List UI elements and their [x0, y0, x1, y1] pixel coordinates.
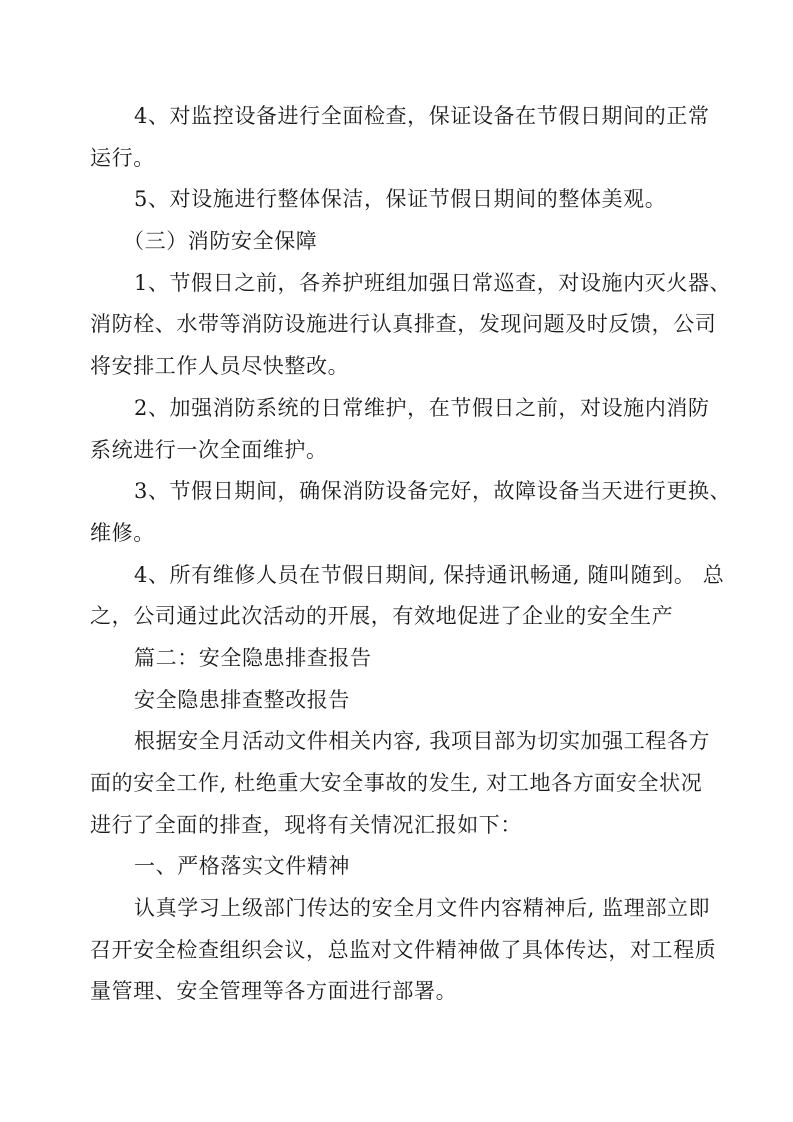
text-line-continuation: 量管理、安全管理等各方面进行部署。	[90, 979, 458, 1004]
text-line-item-5-cleaning: 5、对设施进行整体保洁，保证节假日期间的整体美观。	[134, 187, 667, 212]
text-line-continuation: 系统进行一次全面维护。	[90, 437, 328, 462]
text-line-continuation: 将安排工作人员尽快整改。	[90, 354, 350, 379]
text-line-continuation: 之，公司通过此次活动的开展，有效地促进了企业的安全生产	[90, 604, 674, 629]
text-line-continuation: 维修。	[90, 520, 155, 545]
section-heading-fire-safety: （三）消防安全保障	[123, 229, 318, 254]
text-line-study: 认真学习上级部门传达的安全月文件内容精神后, 监理部立即	[134, 896, 711, 921]
text-line-continuation: 召开安全检查组织会议，总监对文件精神做了具体传达，对工程质	[90, 937, 717, 962]
text-line-item-2-maintenance: 2、加强消防系统的日常维护，在节假日之前，对设施内消防	[134, 395, 710, 420]
text-line-item-4-monitoring: 4、对监控设备进行全面检查，保证设备在节假日期间的正常	[134, 104, 710, 128]
text-line-continuation: 面的安全工作, 杜绝重大安全事故的发生, 对工地各方面安全状况	[90, 771, 703, 795]
text-line-intro: 根据安全月活动文件相关内容, 我项目部为切实加强工程各方	[134, 729, 711, 754]
chapter-heading-part-two: 篇二：安全隐患排查报告	[134, 645, 372, 670]
text-line-continuation: 运行。	[90, 145, 155, 170]
text-line-item-1-inspection: 1、节假日之前，各养护班组加强日常巡查，对设施内灭火器、	[134, 270, 732, 295]
section-heading-implement-spirit: 一、严格落实文件精神	[134, 854, 350, 879]
report-title: 安全隐患排查整改报告	[134, 687, 350, 712]
text-line-item-4-staff: 4、所有维修人员在节假日期间, 保持通讯畅通, 随叫随到。 总	[134, 562, 725, 587]
text-line-continuation: 进行了全面的排查，现将有关情况汇报如下：	[90, 812, 522, 837]
text-line-continuation: 消防栓、水带等消防设施进行认真排查，发现问题及时反馈，公司	[90, 312, 717, 337]
document-page	[90, 96, 732, 1013]
text-line-item-3-equipment: 3、节假日期间，确保消防设备完好，故障设备当天进行更换、	[134, 479, 732, 504]
